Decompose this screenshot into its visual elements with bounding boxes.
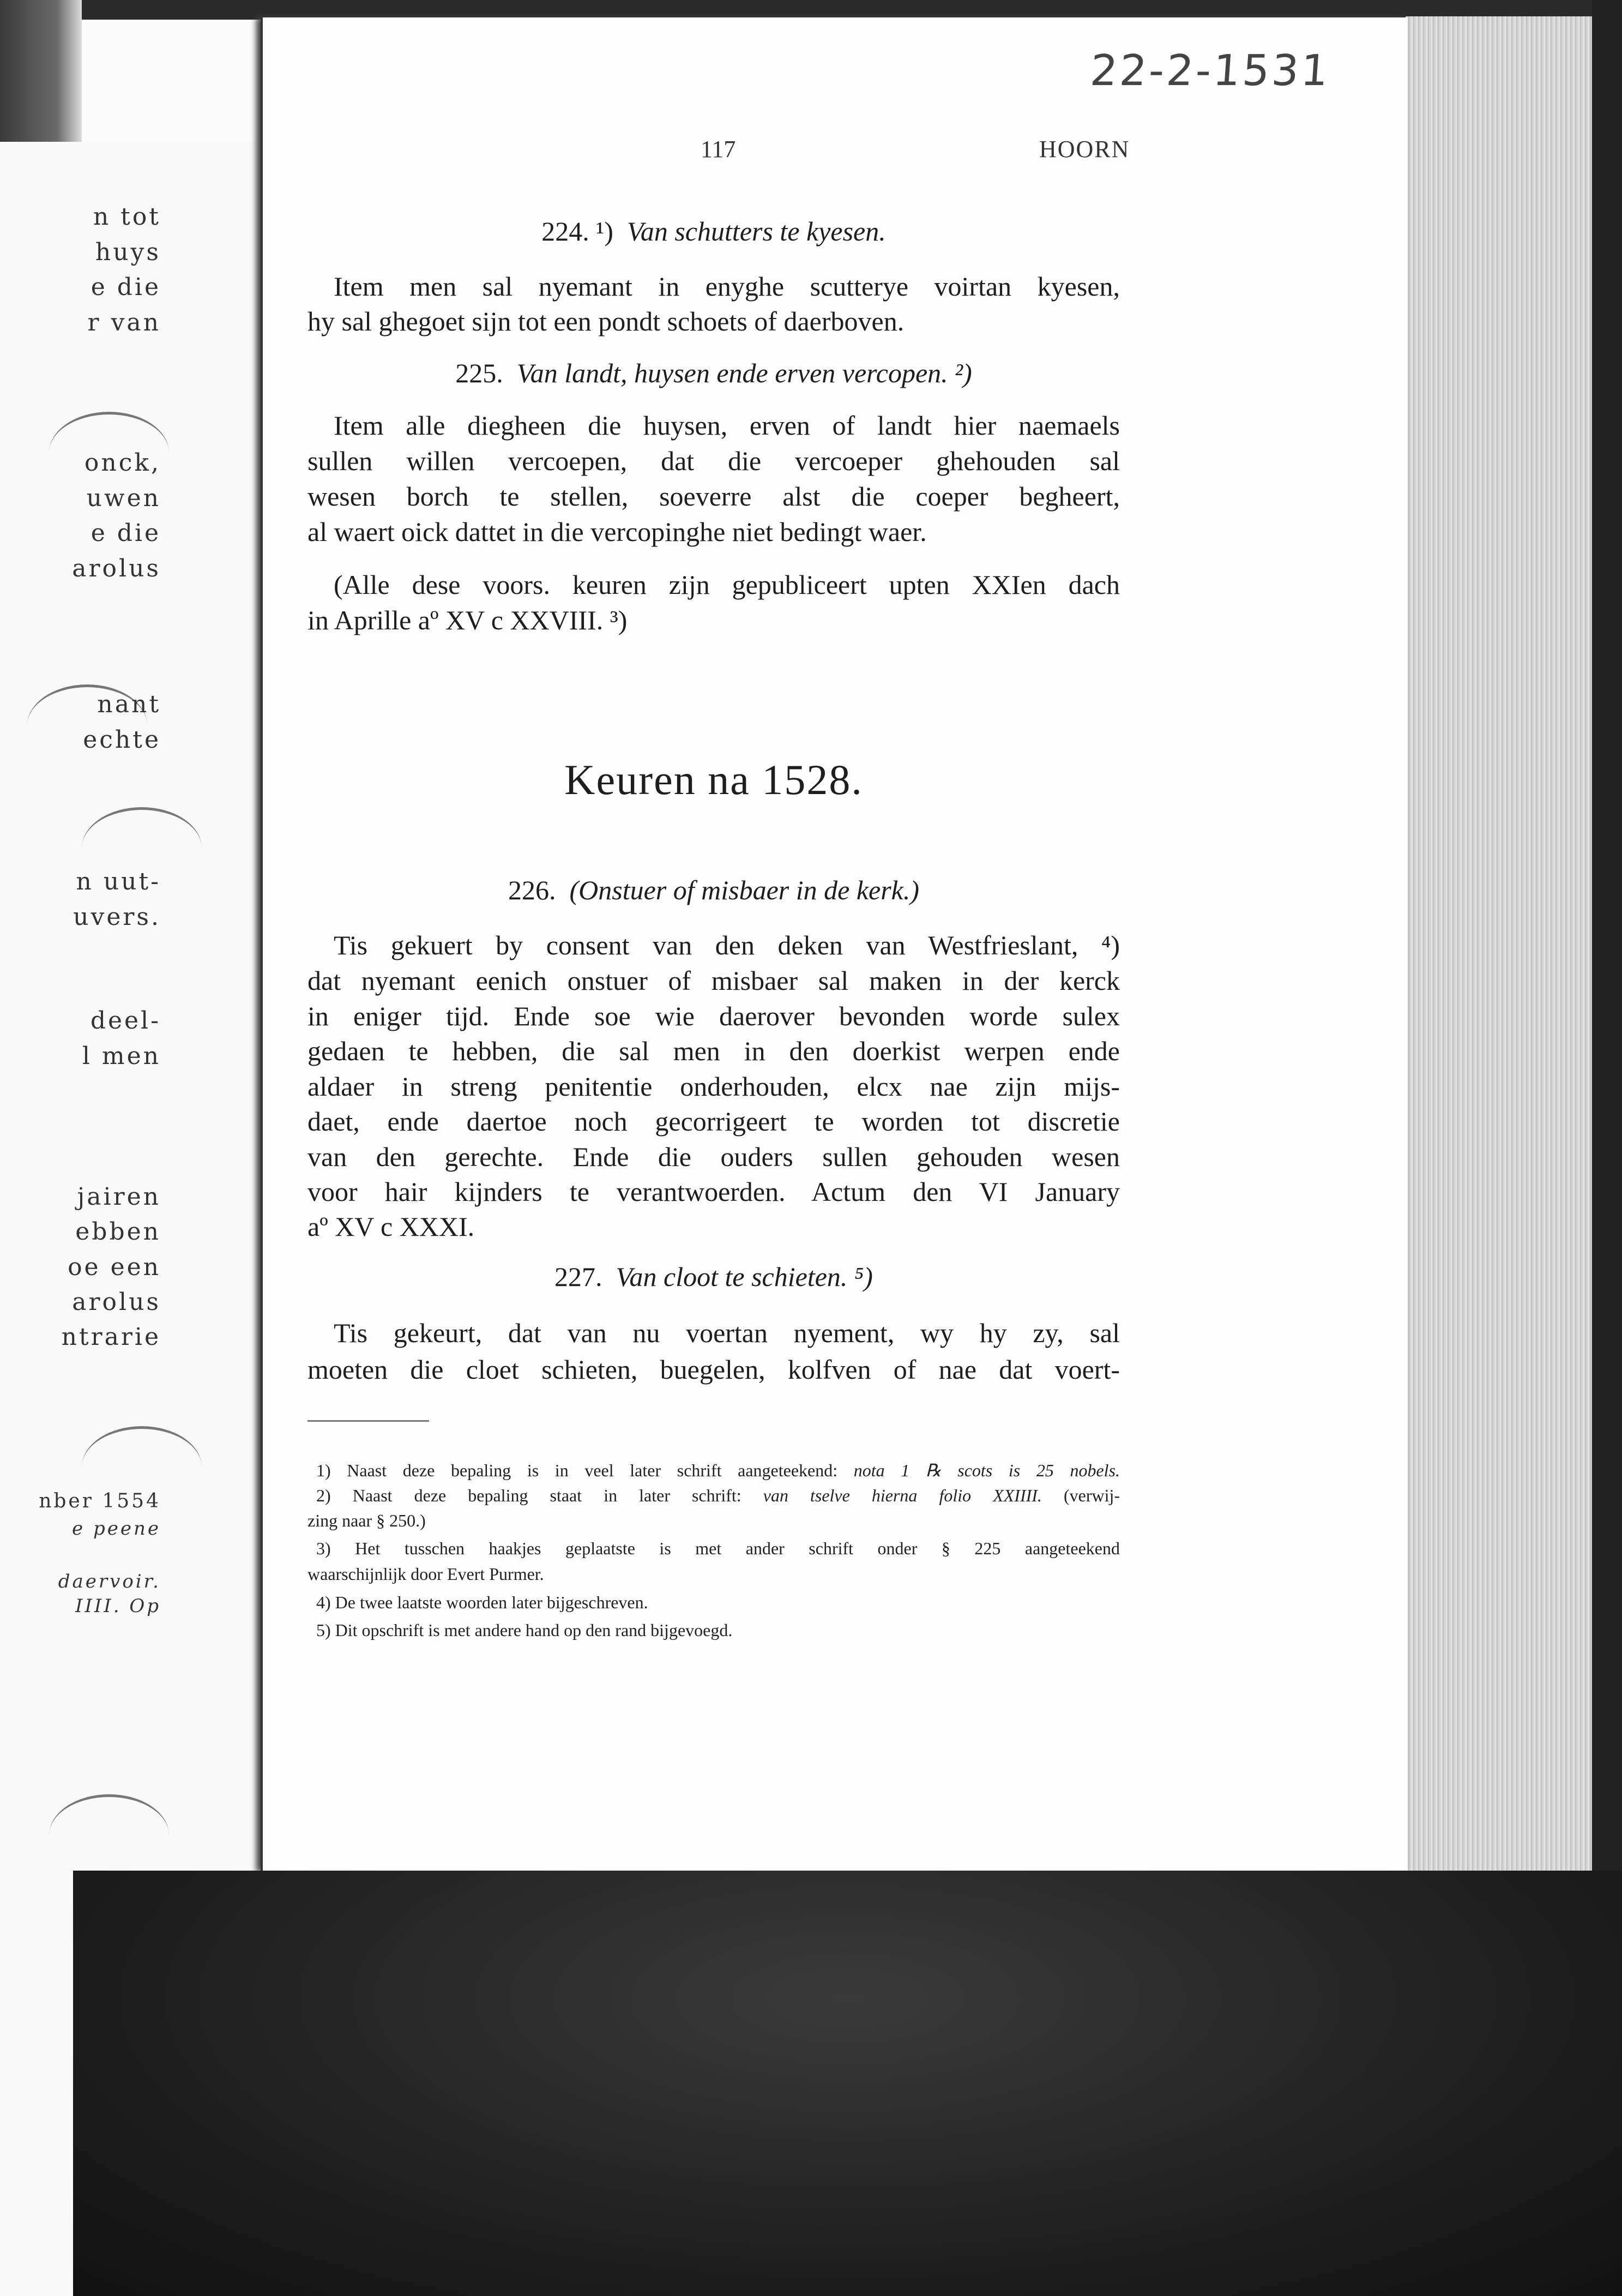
margin-fragment: e peene [72, 1518, 161, 1540]
margin-fragment: oe een [68, 1253, 161, 1281]
margin-fragment: e die [91, 273, 161, 301]
footnote-quote: van tselve hierna folio XXIIII. [763, 1486, 1042, 1505]
text-line: sullen willen vercoepen, dat die vercoeper ghehouden sal [307, 446, 1120, 476]
footnote-quote: nota 1 ℞ scots is 25 nobels. [853, 1460, 1120, 1480]
margin-fragment: r van [87, 309, 161, 336]
text-line: aldaer in streng penitentie onderhouden, elcx nae zijn mijs- [307, 1071, 1120, 1102]
margin-fragment: daervoir. [58, 1571, 161, 1592]
margin-fragment: ntrarie [61, 1323, 161, 1351]
section-heading-227 [307, 1261, 1120, 1293]
margin-fragment: echte [83, 726, 161, 754]
footnote-1 [316, 1457, 1120, 1483]
handwritten-date: 22-2-1531 [1088, 46, 1332, 95]
section-title: Van landt, huysen ende erven vercopen. ²) [516, 358, 972, 388]
section-title: Van schutters te kyesen. [626, 216, 886, 247]
margin-fragment: arolus [72, 555, 161, 582]
footnote-text: 2) Naast deze bepaling staat in later schrift: [316, 1486, 741, 1505]
margin-fragment: ebben [75, 1218, 161, 1246]
page-number: 117 [701, 136, 736, 163]
footnote-2 [316, 1482, 1120, 1508]
margin-fragment: IIII. Op [75, 1595, 161, 1617]
text-line: in eniger tijd. Ende soe wie daerover bevonden worde sulex [307, 1001, 1120, 1031]
text-line: daet, ende daertoe noch gecorrigeert te worden tot discretie [307, 1106, 1120, 1137]
text-line: dat nyemant eenich onstuer of misbaer sal maken in der kerck [307, 965, 1120, 996]
footnote-2-cont: zing naar § 250.) [307, 1511, 426, 1530]
footnote-divider [307, 1420, 429, 1422]
section-number: 224. ¹) [541, 216, 613, 247]
margin-fragment: n tot [93, 203, 161, 231]
text-line: van den gerechte. Ende die ouders sullen gehouden wesen [307, 1141, 1120, 1172]
footnote-4: 4) De twee laatste woorden later bijgeschreven. [316, 1592, 648, 1612]
margin-fragment: n uut- [76, 868, 161, 895]
footnote-5: 5) Dit opschrift is met andere hand op den rand bijgevoegd. [316, 1620, 733, 1640]
chapter-title: Keuren na 1528. [564, 756, 863, 803]
margin-fragment: huys [95, 238, 161, 266]
scan-bottom-background [73, 1871, 1622, 2296]
text-line: moeten die cloet schieten, buegelen, kolfven of nae dat voert- [307, 1354, 1120, 1385]
text-line: Item alle diegheen die huysen, erven of landt hier naemaels [334, 410, 1120, 441]
text-line: hy sal ghegoet sijn tot een pondt schoets of daerboven. [307, 306, 905, 336]
margin-fragment: uvers. [73, 903, 161, 931]
footnote-text: 1) Naast deze bepaling is in veel later schrift aangeteekend: [316, 1460, 838, 1480]
text-line: (Alle dese voors. keuren zijn gepubliceert upten XXIen dach [334, 569, 1120, 600]
section-number: 225. [455, 358, 503, 388]
text-line: wesen borch te stellen, soeverre alst die coeper begheert, [307, 481, 1120, 512]
section-title: (Onstuer of misbaer in de kerk.) [569, 875, 920, 905]
scan-right-border [1592, 0, 1622, 1876]
margin-fragment: e die [91, 519, 161, 547]
margin-fragment: nber 1554 [39, 1490, 161, 1512]
scan-top-border [0, 0, 1622, 20]
text-line: aº XV c XXXI. [307, 1211, 475, 1242]
text-line: in Aprille aº XV c XXVIII. ³) [307, 605, 628, 635]
footnote-3-cont: waarschijnlijk door Evert Purmer. [307, 1564, 544, 1584]
text-line: Item men sal nyemant in enyghe scutterye voirtan kyesen, [334, 271, 1120, 302]
margin-fragment: l men [82, 1042, 161, 1070]
margin-fragment: uwen [86, 484, 161, 512]
margin-fragment: jairen [77, 1183, 161, 1211]
section-number: 227. [554, 1261, 602, 1292]
margin-fragment: onck, [84, 449, 161, 477]
text-line: al waert oick dattet in die vercopinghe niet bedingt waer. [307, 516, 927, 547]
section-heading-225 [307, 357, 1120, 389]
section-heading-224 [307, 215, 1120, 247]
section-number: 226. [508, 875, 556, 905]
text-line: gedaen te hebben, die sal men in den doerkist werpen ende [307, 1036, 1120, 1066]
margin-fragment: nant [97, 690, 161, 718]
section-title: Van cloot te schieten. ⁵) [616, 1261, 873, 1292]
text-line: voor hair kijnders te verantwoerden. Actum den VI January [307, 1176, 1120, 1207]
running-title: HOORN [1039, 136, 1130, 163]
footnote-text: (verwij- [1063, 1486, 1120, 1505]
scan-corner-shadow [0, 0, 82, 142]
book-page-edges [1406, 16, 1594, 1876]
section-heading-226 [307, 874, 1120, 906]
margin-fragment: deel- [90, 1007, 161, 1035]
margin-fragment: arolus [72, 1288, 161, 1316]
text-line: Tis gekeurt, dat van nu voertan nyement, wy hy zy, sal [334, 1318, 1120, 1348]
text-line: Tis gekuert by consent van den deken van Westfrieslant, ⁴) [334, 930, 1120, 960]
footnote-3: 3) Het tusschen haakjes geplaatste is met ander schrift onder § 225 aangeteekend [316, 1538, 1120, 1558]
